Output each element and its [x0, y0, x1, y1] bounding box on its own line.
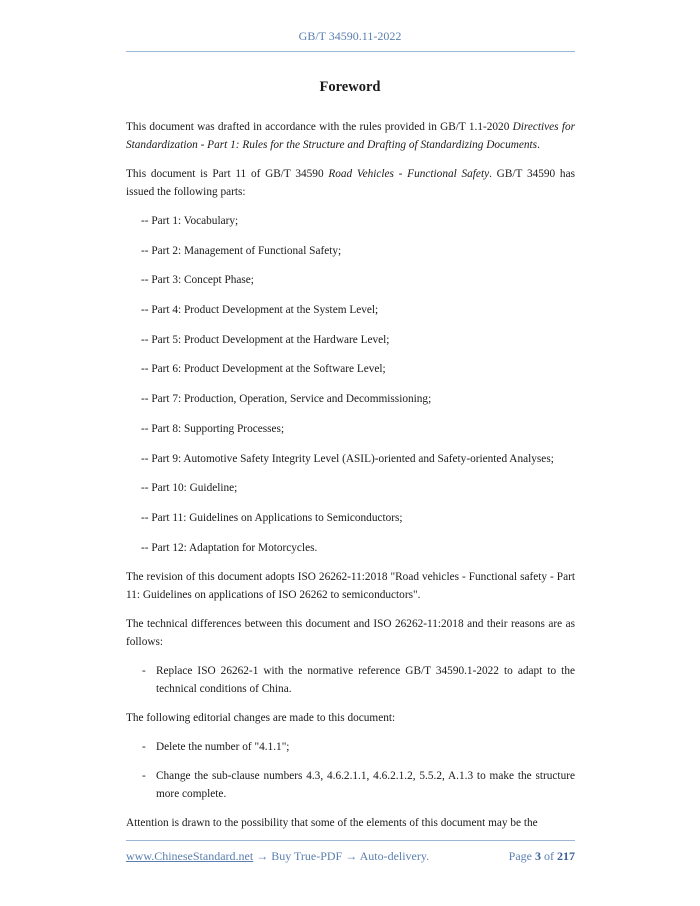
paragraph-attention: Attention is drawn to the possibility that some of the elements of this document may be the — [126, 817, 538, 830]
list-item: -- Part 10: Guideline; — [141, 482, 238, 495]
list-item: -- Part 5: Product Development at the Hardware Level; — [141, 333, 390, 346]
header-rule — [126, 51, 575, 52]
promo-text: → Buy True-PDF → Auto-delivery. — [253, 849, 430, 863]
list-item: -- Part 3: Concept Phase; — [141, 274, 254, 287]
page-number: Page 3 of 217 — [508, 849, 575, 863]
list-item: -- Part 2: Management of Functional Safety; — [141, 244, 342, 257]
paragraph-revision: The revision of this document adopts ISO 26262-11:2018 "Road vehicles - Functional safety - Part 11: Guidelines on applications of ISO 26262 to semiconductors". — [126, 571, 575, 602]
paragraph-drafting-rules: This document was drafted in accordance with the rules provided in GB/T 1.1-2020 Directives for Standardization - Part 1: Rules for the Structure and Drafting of Standardizing Documents. — [126, 121, 575, 151]
list-item: -- Part 4: Product Development at the System Level; — [141, 304, 379, 317]
site-link[interactable]: www.ChineseStandard.net — [126, 849, 254, 863]
series-title: Road Vehicles - Functional Safety — [328, 168, 490, 180]
parts-list — [126, 212, 575, 557]
list-item: - Change the sub-clause numbers 4.3, 4.6.2.1.1, 4.6.2.1.2, 5.5.2, A.1.3 to make the structure more complete. — [142, 770, 575, 801]
list-item: - Delete the number of "4.1.1"; — [142, 741, 290, 754]
footer-rule — [126, 840, 575, 841]
paragraph-editorial-changes: The following editorial changes are made to this document: — [126, 712, 396, 725]
footer — [126, 849, 575, 864]
list-item: -- Part 8: Supporting Processes; — [141, 422, 285, 435]
list-item: -- Part 7: Production, Operation, Service and Decommissioning; — [141, 393, 432, 406]
section-title: Foreword — [319, 79, 381, 95]
body-text — [126, 118, 575, 842]
list-item: - Replace ISO 26262-1 with the normative reference GB/T 34590.1-2022 to adapt to the technical conditions of China. — [142, 665, 575, 696]
header-doc-id: GB/T 34590.11-2022 — [298, 29, 402, 43]
paragraph-part-info: This document is Part 11 of GB/T 34590 Road Vehicles - Functional Safety. GB/T 34590 has issued the following parts: — [126, 168, 575, 198]
list-item: -- Part 9: Automotive Safety Integrity Level (ASIL)-oriented and Safety-oriented Analyses; — [141, 452, 554, 465]
list-item: -- Part 11: Guidelines on Applications to Semiconductors; — [141, 511, 403, 524]
list-item: -- Part 1: Vocabulary; — [141, 215, 239, 227]
list-item: -- Part 6: Product Development at the Software Level; — [141, 363, 386, 376]
directives-title: Directives for Standardization - Part 1: Rules for the Structure and Drafting of Standardizing Documents — [126, 121, 575, 151]
list-item: -- Part 12: Adaptation for Motorcycles. — [141, 541, 318, 554]
paragraph-technical-differences: The technical differences between this document and ISO 26262-11:2018 and their reasons are as follows: — [126, 618, 575, 649]
